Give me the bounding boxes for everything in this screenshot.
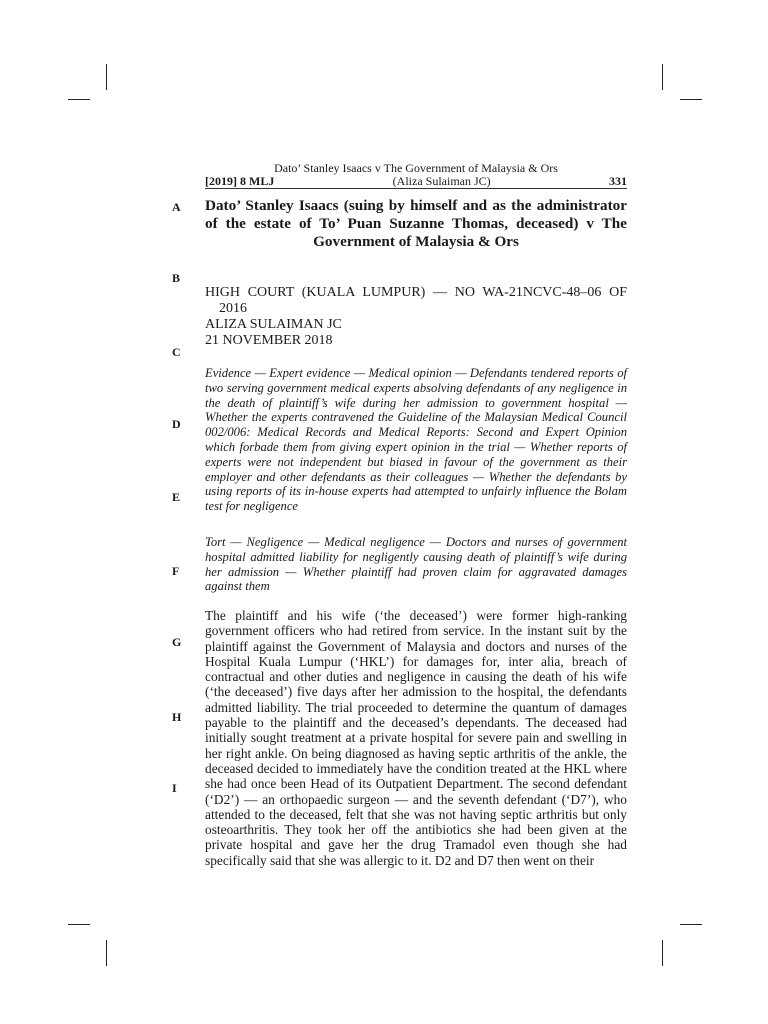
crop-mark-bottom-left-vertical (106, 940, 107, 966)
running-head-case: Dato’ Stanley Isaacs v The Government of Malaysia & Ors (274, 161, 558, 175)
crop-mark-top-right-horizontal (680, 99, 702, 100)
margin-letter-c: C (172, 345, 181, 359)
case-title: Dato’ Stanley Isaacs (suing by himself and as the administrator of the estate of To’ Puan Suzanne Thomas, deceased) v The Government of Malaysia & Ors (205, 197, 627, 250)
margin-letter-h: H (172, 710, 182, 724)
margin-letter-a: A (172, 200, 181, 214)
running-head-citation: [2019] 8 MLJ (205, 174, 275, 188)
crop-mark-top-left-horizontal (68, 99, 90, 100)
court-info (205, 285, 627, 349)
crop-mark-bottom-right-vertical (662, 940, 663, 966)
crop-mark-bottom-left-horizontal (68, 924, 90, 925)
margin-letter-g: G (172, 635, 182, 649)
court-case-number-continued: 2016 (219, 301, 247, 316)
court-date: 21 NOVEMBER 2018 (205, 333, 333, 348)
crop-mark-top-left-vertical (106, 64, 107, 90)
header-rule (205, 188, 627, 189)
crop-mark-bottom-right-horizontal (680, 924, 702, 925)
margin-letter-e: E (172, 490, 181, 504)
crop-mark-top-right-vertical (662, 64, 663, 90)
margin-letter-b: B (172, 271, 181, 285)
running-head (205, 162, 627, 188)
page-number: 331 (609, 174, 627, 188)
catchword-tort: Tort — Negligence — Medical negligence — Doctors and nurses of government hospital admitted liability for negligently causing death of plaintiff’s wife during her admission — Whether plaintiff had proven claim for aggravated damages against them (205, 535, 627, 594)
margin-letter-f: F (172, 564, 180, 578)
court-case-number: HIGH COURT (KUALA LUMPUR) — NO WA-21NCVC-48–06 OF (205, 285, 627, 300)
running-head-judge: (Aliza Sulaiman JC) (392, 174, 491, 188)
court-judge: ALIZA SULAIMAN JC (205, 317, 342, 332)
margin-letter-d: D (172, 417, 181, 431)
margin-letter-i: I (172, 781, 177, 795)
catchword-evidence: Evidence — Expert evidence — Medical opinion — Defendants tendered reports of two serving government medical experts absolving defendants of any negligence in the death of plaintiff’s wife during her admission to government hospital — Whether the experts contravened the Guideline of the Malaysian Medical Council 002/006: Medical Records and Medical Reports: Second and Expert Opinion which forbade them from giving expert opinion in the trial — Whether reports of experts were not independent but biased in favour of the government as their employer and other defendants as their colleagues — Whether the defendants by using reports of its in-house experts had attempted to unfairly influence the Bolam test for negligence (205, 366, 627, 514)
headnote-paragraph: The plaintiff and his wife (‘the deceased’) were former high-ranking government officers who had retired from service. In the instant suit by the plaintiff against the Government of Malaysia and doctors and nurses of the Hospital Kuala Lumpur (‘HKL’) for damages for, inter alia, breach of contractual and other duties and negligence in causing the death of his wife (‘the deceased’) five days after her admission to the hospital, the defendants admitted liability. The trial proceeded to determine the quantum of damages payable to the plaintiff and the deceased’s dependants. The deceased had initially sought treatment at a private hospital for severe pain and swelling in her right ankle. On being diagnosed as having septic arthritis of the ankle, the deceased decided to immediately have the condition treated at the HKL where she had once been Head of its Outpatient Department. The second defendant (‘D2’) — an orthopaedic surgeon — and the seventh defendant (‘D7’), who attended to the deceased, felt that she was not having septic arthritis but only osteoarthritis. They took her off the antibiotics she had been given at the private hospital and gave her the drug Tramadol even though she had specifically said that she was allergic to it. D2 and D7 then went on their (205, 608, 627, 868)
